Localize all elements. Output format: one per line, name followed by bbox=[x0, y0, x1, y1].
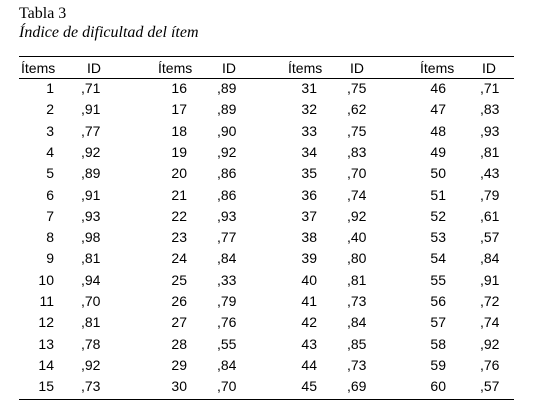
header-id-4: ID bbox=[482, 60, 496, 76]
id-cell: ,92 bbox=[217, 143, 237, 160]
id-cell: ,92 bbox=[347, 207, 367, 224]
item-cell: 18 bbox=[171, 122, 187, 139]
item-cell: 15 bbox=[38, 378, 54, 395]
id-cell: ,70 bbox=[81, 293, 101, 309]
item-cell: 34 bbox=[301, 143, 317, 160]
item-cell: 60 bbox=[430, 378, 446, 395]
item-cell: 43 bbox=[301, 335, 317, 352]
item-cell: 41 bbox=[301, 293, 317, 309]
id-cell: ,69 bbox=[347, 378, 367, 395]
id-cell: ,81 bbox=[480, 143, 500, 160]
id-cell: ,89 bbox=[217, 101, 237, 118]
item-cell: 2 bbox=[46, 101, 54, 118]
item-cell: 16 bbox=[171, 80, 187, 96]
id-cell: ,89 bbox=[81, 165, 101, 182]
id-cell: ,78 bbox=[81, 335, 101, 352]
id-cell: ,77 bbox=[81, 122, 101, 139]
id-cell: ,70 bbox=[347, 165, 367, 182]
id-cell: ,55 bbox=[217, 335, 237, 352]
id-cell: ,73 bbox=[81, 378, 101, 395]
id-cell: ,75 bbox=[347, 122, 367, 139]
table-row bbox=[0, 142, 535, 163]
id-cell: ,71 bbox=[81, 80, 101, 96]
id-cell: ,91 bbox=[81, 186, 101, 203]
id-cell: ,86 bbox=[217, 165, 237, 182]
item-cell: 55 bbox=[430, 271, 446, 288]
item-cell: 37 bbox=[301, 207, 317, 224]
item-cell: 23 bbox=[171, 229, 187, 246]
table-row bbox=[0, 185, 535, 206]
id-cell: ,40 bbox=[347, 229, 367, 246]
item-cell: 40 bbox=[301, 271, 317, 288]
id-cell: ,92 bbox=[81, 356, 101, 373]
item-cell: 3 bbox=[46, 122, 54, 139]
table-number: Tabla 3 bbox=[19, 5, 67, 22]
id-cell: ,71 bbox=[480, 80, 500, 96]
id-cell: ,57 bbox=[480, 229, 500, 246]
table-row bbox=[0, 99, 535, 120]
item-cell: 21 bbox=[171, 186, 187, 203]
id-cell: ,43 bbox=[480, 165, 500, 182]
id-cell: ,91 bbox=[81, 101, 101, 118]
id-cell: ,84 bbox=[217, 356, 237, 373]
item-cell: 44 bbox=[301, 356, 317, 373]
id-cell: ,76 bbox=[217, 314, 237, 331]
id-cell: ,83 bbox=[480, 101, 500, 118]
item-cell: 12 bbox=[38, 314, 54, 331]
bottom-rule bbox=[19, 399, 514, 400]
id-cell: ,84 bbox=[480, 250, 500, 267]
header-items-1: Ítems bbox=[21, 60, 56, 76]
table-row bbox=[0, 334, 535, 355]
item-cell: 1 bbox=[46, 80, 54, 96]
item-cell: 51 bbox=[430, 186, 446, 203]
item-cell: 53 bbox=[430, 229, 446, 246]
item-cell: 32 bbox=[301, 101, 317, 118]
table-row bbox=[0, 248, 535, 269]
id-cell: ,80 bbox=[347, 250, 367, 267]
item-cell: 36 bbox=[301, 186, 317, 203]
item-cell: 20 bbox=[171, 165, 187, 182]
header-items-3: Ítems bbox=[288, 60, 323, 76]
item-cell: 8 bbox=[46, 229, 54, 246]
id-cell: ,84 bbox=[217, 250, 237, 267]
id-cell: ,83 bbox=[347, 143, 367, 160]
id-cell: ,75 bbox=[347, 80, 367, 96]
id-cell: ,94 bbox=[81, 271, 101, 288]
item-cell: 35 bbox=[301, 165, 317, 182]
item-cell: 31 bbox=[301, 80, 317, 96]
id-cell: ,84 bbox=[347, 314, 367, 331]
id-cell: ,77 bbox=[217, 229, 237, 246]
item-cell: 22 bbox=[171, 207, 187, 224]
item-cell: 47 bbox=[430, 101, 446, 118]
item-cell: 28 bbox=[171, 335, 187, 352]
table-row bbox=[0, 270, 535, 291]
item-cell: 5 bbox=[46, 165, 54, 182]
id-cell: ,79 bbox=[217, 293, 237, 309]
item-cell: 6 bbox=[46, 186, 54, 203]
item-cell: 19 bbox=[171, 143, 187, 160]
item-cell: 24 bbox=[171, 250, 187, 267]
item-cell: 10 bbox=[38, 271, 54, 288]
id-cell: ,81 bbox=[81, 314, 101, 331]
id-cell: ,92 bbox=[81, 143, 101, 160]
table-title: Índice de dificultad del ítem bbox=[19, 24, 199, 41]
id-cell: ,76 bbox=[480, 356, 500, 373]
item-cell: 17 bbox=[171, 101, 187, 118]
header-id-3: ID bbox=[350, 60, 364, 76]
item-cell: 58 bbox=[430, 335, 446, 352]
item-cell: 39 bbox=[301, 250, 317, 267]
id-cell: ,72 bbox=[480, 293, 500, 309]
item-cell: 52 bbox=[430, 207, 446, 224]
id-cell: ,93 bbox=[480, 122, 500, 139]
id-cell: ,85 bbox=[347, 335, 367, 352]
id-cell: ,90 bbox=[217, 122, 237, 139]
table-row bbox=[0, 291, 535, 312]
id-cell: ,74 bbox=[347, 186, 367, 203]
table-row bbox=[0, 121, 535, 142]
id-cell: ,93 bbox=[217, 207, 237, 224]
item-cell: 26 bbox=[171, 293, 187, 309]
id-cell: ,86 bbox=[217, 186, 237, 203]
top-rule bbox=[19, 56, 514, 57]
item-cell: 45 bbox=[301, 378, 317, 395]
id-cell: ,57 bbox=[480, 378, 500, 395]
item-cell: 14 bbox=[38, 356, 54, 373]
item-cell: 56 bbox=[430, 293, 446, 309]
id-cell: ,89 bbox=[217, 80, 237, 96]
id-cell: ,33 bbox=[217, 271, 237, 288]
item-cell: 9 bbox=[46, 250, 54, 267]
id-cell: ,92 bbox=[480, 335, 500, 352]
id-cell: ,81 bbox=[347, 271, 367, 288]
id-cell: ,98 bbox=[81, 229, 101, 246]
item-cell: 38 bbox=[301, 229, 317, 246]
item-cell: 50 bbox=[430, 165, 446, 182]
table-row bbox=[0, 78, 535, 99]
id-cell: ,62 bbox=[347, 101, 367, 118]
item-cell: 7 bbox=[46, 207, 54, 224]
id-cell: ,70 bbox=[217, 378, 237, 395]
item-cell: 13 bbox=[38, 335, 54, 352]
item-cell: 57 bbox=[430, 314, 446, 331]
table-row bbox=[0, 206, 535, 227]
id-cell: ,79 bbox=[480, 186, 500, 203]
item-cell: 29 bbox=[171, 356, 187, 373]
id-cell: ,61 bbox=[480, 207, 500, 224]
id-cell: ,91 bbox=[480, 271, 500, 288]
header-id-1: ID bbox=[87, 60, 101, 76]
item-cell: 4 bbox=[46, 143, 54, 160]
id-cell: ,93 bbox=[81, 207, 101, 224]
item-cell: 42 bbox=[301, 314, 317, 331]
table-row bbox=[0, 227, 535, 248]
item-cell: 49 bbox=[430, 143, 446, 160]
table-row bbox=[0, 163, 535, 184]
item-cell: 46 bbox=[430, 80, 446, 96]
item-cell: 33 bbox=[301, 122, 317, 139]
id-cell: ,73 bbox=[347, 356, 367, 373]
header-id-2: ID bbox=[222, 60, 236, 76]
item-cell: 59 bbox=[430, 356, 446, 373]
table-row bbox=[0, 312, 535, 333]
table-row bbox=[0, 376, 535, 397]
item-cell: 30 bbox=[171, 378, 187, 395]
item-cell: 54 bbox=[430, 250, 446, 267]
id-cell: ,81 bbox=[81, 250, 101, 267]
header-items-4: Ítems bbox=[420, 60, 455, 76]
item-cell: 48 bbox=[430, 122, 446, 139]
table-header-row bbox=[0, 58, 535, 79]
header-items-2: Ítems bbox=[158, 60, 193, 76]
table-row bbox=[0, 355, 535, 376]
id-cell: ,74 bbox=[480, 314, 500, 331]
item-cell: 27 bbox=[171, 314, 187, 331]
item-cell: 25 bbox=[171, 271, 187, 288]
item-cell: 11 bbox=[39, 293, 54, 309]
id-cell: ,73 bbox=[347, 293, 367, 309]
